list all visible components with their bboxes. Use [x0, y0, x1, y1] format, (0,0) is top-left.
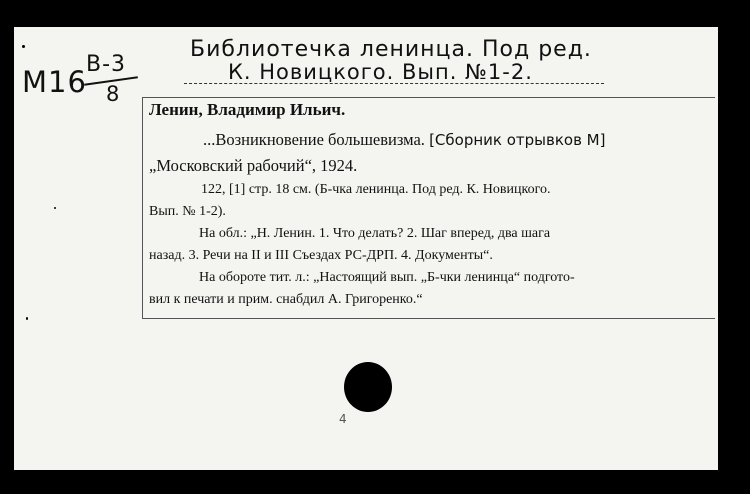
verso-note-2: вил к печати и прим. снабдил А. Григоренко.“ [149, 292, 423, 307]
series-underline [184, 83, 604, 84]
cover-note-1: На обл.: „Н. Ленин. 1. Что делать? 2. Шаг вперед, два шага [199, 226, 551, 241]
punch-hole-mark: 4 [339, 412, 347, 426]
ink-speck [54, 207, 56, 209]
punch-hole [344, 362, 392, 412]
shelfmark: М16 [22, 65, 87, 99]
physical-description-1: 122, [1] стр. 18 см. (Б-чка ленинца. Под ред. К. Новицкого. [201, 182, 551, 197]
series-line-2: К. Новицкого. Вып. №1-2. [228, 60, 533, 84]
publisher-line: „Московский рабочий“, 1924. [149, 156, 358, 175]
bibliographic-entry [142, 97, 715, 319]
title: ...Возникновение большевизма. [203, 130, 425, 149]
catalog-card [14, 27, 718, 470]
call-number-top: В-3 [86, 52, 127, 77]
physical-description-2: Вып. № 1-2). [149, 204, 226, 219]
author-heading: Ленин, Владимир Ильич. [149, 100, 346, 119]
cover-note-2: назад. 3. Речи на II и III Съездах РС-ДРП. 4. Документы“. [149, 248, 493, 263]
handwritten-annotation: [Сборник отрывков М] [429, 131, 606, 149]
ink-speck [22, 45, 25, 48]
ink-speck [26, 317, 28, 320]
verso-note-1: На обороте тит. л.: „Настоящий вып. „Б-чки ленинца“ подгото- [199, 270, 575, 285]
title-line [203, 130, 605, 150]
series-line-1: Библиотечка ленинца. Под ред. [190, 37, 592, 62]
call-number-bottom: 8 [106, 82, 121, 106]
